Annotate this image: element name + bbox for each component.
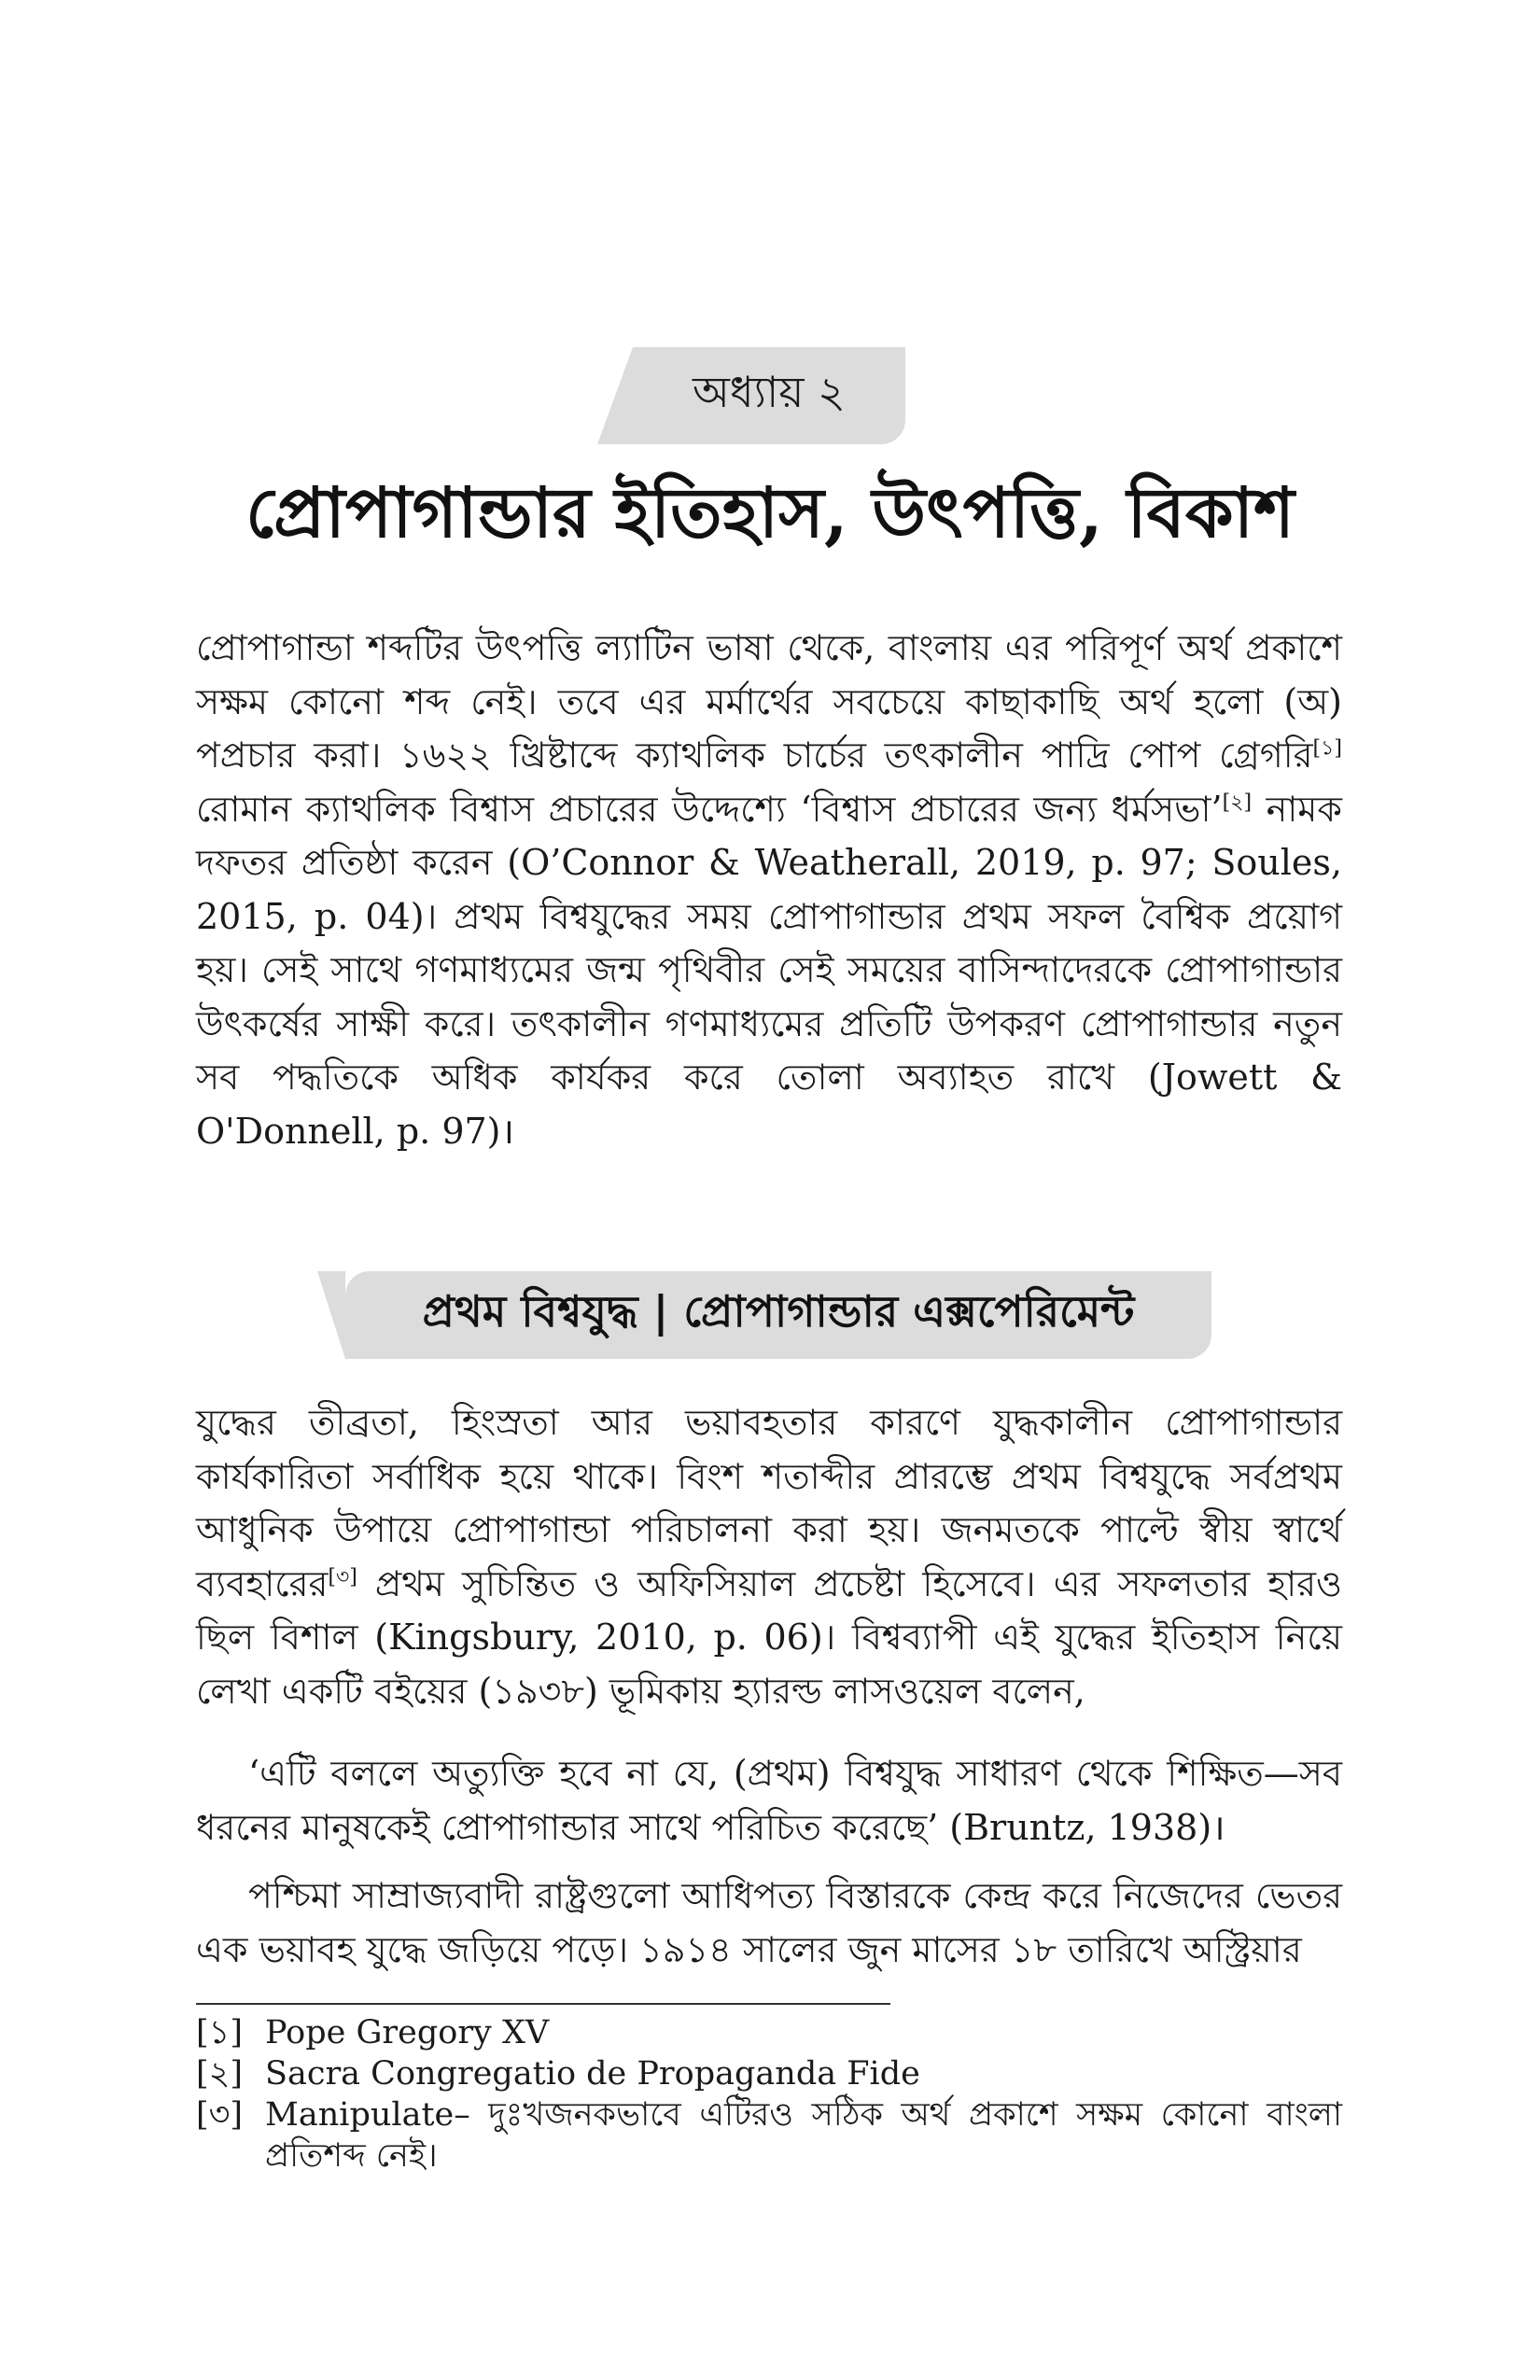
footnote-mark: [২] <box>196 2055 244 2093</box>
section-heading: প্রথম বিশ্বযুদ্ধ | প্রোপাগান্ডার এক্সপেরিমেন্ট <box>345 1271 1211 1359</box>
intro-paragraph <box>196 622 1342 1158</box>
footnote-list <box>196 2012 1342 2177</box>
section-text-b: প্রথম সুচিন্তিত ও অফিসিয়াল প্রচেষ্টা হিসেবে। এর সফলতার হারও ছিল বিশাল (Kingsbury, 2010, p. 06)। বিশ্বব্যাপী এই যুদ্ধের ইতিহাস নিয়ে লেখা একটি বইয়ের (১৯৩৮) ভূমিকায় হ্যারল্ড লাসওয়েল বলেন, <box>196 1562 1342 1712</box>
section-paragraph <box>196 1396 1342 1718</box>
footnote-text: Sacra Congregatio de Propaganda Fide <box>265 2055 920 2093</box>
footnote-ref-2[interactable]: [২] <box>1222 790 1253 814</box>
footnote-text: Manipulate– দুঃখজনকভাবে এটিরও সঠিক অর্থ প্রকাশে সক্ষম কোনো বাংলা প্রতিশব্দ নেই। <box>265 2096 1342 2175</box>
quote-paragraph: ‘এটি বললে অত্যুক্তি হবে না যে, (প্রথম) বিশ্বযুদ্ধ সাধারণ থেকে শিক্ষিত—সব ধরনের মানুষকেই প্রোপাগান্ডার সাথে পরিচিত করেছে’ (Bruntz, 1938)। <box>196 1753 1342 1848</box>
footnote-ref-3[interactable]: [৩] <box>328 1564 357 1589</box>
footnote-ref-1[interactable]: [১] <box>1312 736 1342 761</box>
footnote-mark: [৩] <box>196 2096 244 2134</box>
intro-text-c: নামক দফতর প্রতিষ্ঠা করেন (O’Connor & Weatherall, 2019, p. 97; Soules, 2015, p. 04)। প্রথম বিশ্বযুদ্ধের সময় প্রোপাগান্ডার প্রথম সফল বৈশ্বিক প্রয়োগ হয়। সেই সাথে গণমাধ্যমের জন্ম পৃথিবীর সেই সময়ের বাসিন্দাদেরকে প্রোপাগান্ডার উৎকর্ষের সাক্ষী করে। তৎকালীন গণমাধ্যমের প্রতিটি উপকরণ প্রোপাগান্ডার নতুন সব পদ্ধতিকে অধিক কার্যকর করে তোলা অব্যাহত রাখে (Jowett & O'Donnell, p. 97)। <box>196 788 1342 1152</box>
chapter-label: অধ্যায় ২ <box>633 347 905 444</box>
footnote-item <box>196 2012 1342 2053</box>
footnote-divider <box>196 2003 890 2005</box>
footnote-item <box>196 2094 1342 2177</box>
footnote-text: Pope Gregory XV <box>265 2014 550 2051</box>
footnote-item <box>196 2053 1342 2094</box>
closing-paragraph: পশ্চিমা সাম্রাজ্যবাদী রাষ্ট্রগুলো আধিপত্য বিস্তারকে কেন্দ্র করে নিজেদের ভেতর এক ভয়াবহ যুদ্ধে জড়িয়ে পড়ে। ১৯১৪ সালের জুন মাসের ১৮ তারিখে অস্ট্রিয়ার <box>196 1875 1342 1970</box>
intro-text-b: রোমান ক্যাথলিক বিশ্বাস প্রচারের উদ্দেশ্যে ‘বিশ্বাস প্রচারের জন্য ধর্মসভা’ <box>196 788 1223 830</box>
section-text-a: যুদ্ধের তীব্রতা, হিংস্রতা আর ভয়াবহতার কারণে যুদ্ধকালীন প্রোপাগান্ডার কার্যকারিতা সর্বাধিক হয়ে থাকে। বিংশ শতাব্দীর প্রারম্ভে প্রথম বিশ্বযুদ্ধে সর্বপ্রথম আধুনিক উপায়ে প্রোপাগান্ডা পরিচালনা করা হয়। জনমতকে পাল্টে স্বীয় স্বার্থে ব্যবহারের <box>196 1402 1342 1604</box>
intro-text-a: প্রোপাগান্ডা শব্দটির উৎপত্তি ল্যাটিন ভাষা থেকে, বাংলায় এর পরিপূর্ণ অর্থ প্রকাশে সক্ষম কোনো শব্দ নেই। তবে এর মর্মার্থের সবচেয়ে কাছাকাছি অর্থ হলো (অ) পপ্রচার করা। ১৬২২ খ্রিষ্টাব্দে ক্যাথলিক চার্চের তৎকালীন পাদ্রি পোপ গ্রেগরি <box>196 627 1342 776</box>
chapter-title: প্রোপাগান্ডার ইতিহাস, উৎপত্তি, বিকাশ <box>245 473 1295 553</box>
footnote-mark: [১] <box>196 2014 244 2051</box>
